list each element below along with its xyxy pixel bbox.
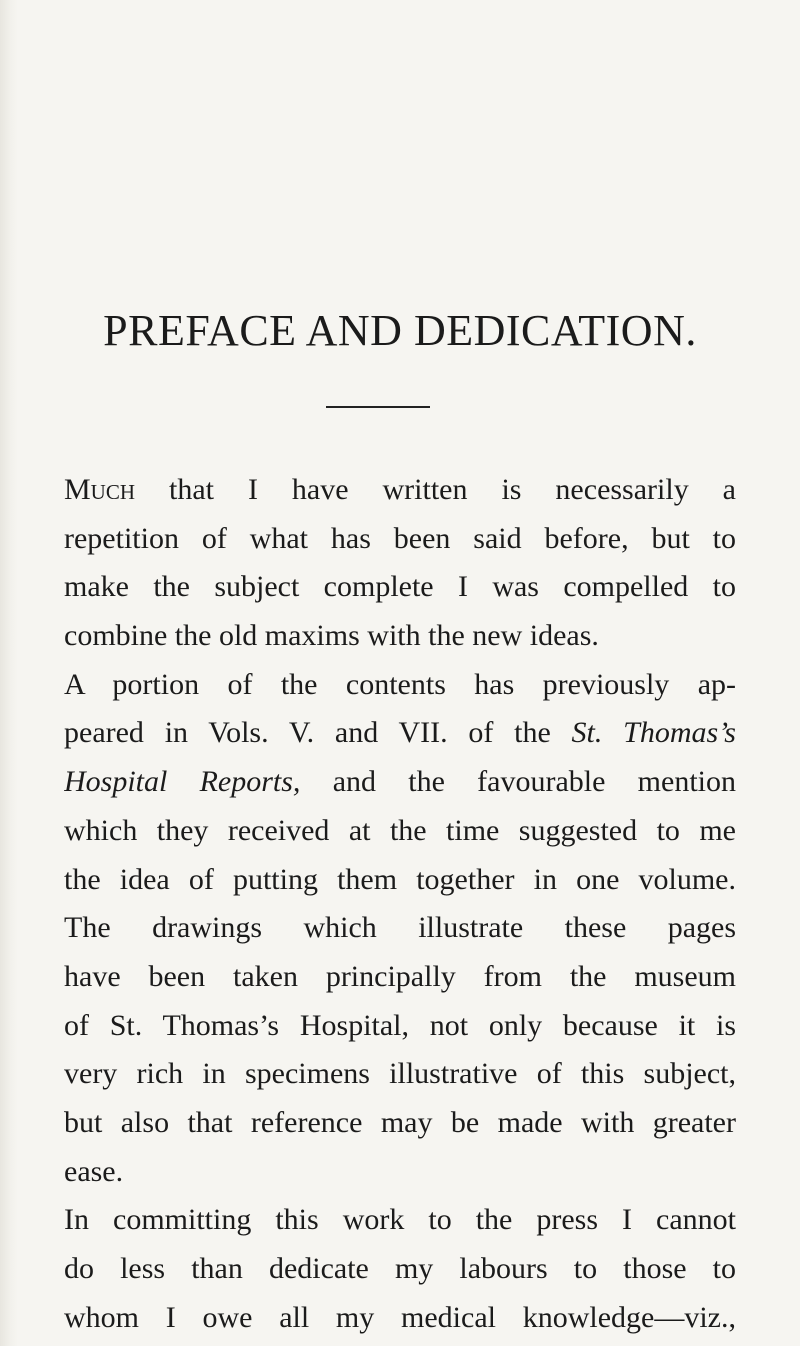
title-rule xyxy=(326,406,430,408)
text-line: The drawings which illustrate these pages xyxy=(64,911,736,945)
text-line: do less than dedicate my labours to those to xyxy=(64,1252,736,1285)
paragraph-1 xyxy=(64,466,736,904)
text-line: A portion of the contents has previously ap- xyxy=(64,667,736,701)
line-text: that I have written is necessarily a xyxy=(135,473,736,506)
text-line: whom I owe all my medical knowledge—viz., xyxy=(64,1300,736,1334)
paragraph-2 xyxy=(64,904,736,1196)
italic-title: Hospital Reports, xyxy=(64,765,301,799)
page-edge xyxy=(0,0,18,1346)
text-line: combine the old maxims with the new ideas. xyxy=(64,619,599,653)
text-line xyxy=(64,709,736,758)
line-text: peared in Vols. V. and VII. of the xyxy=(64,716,572,750)
line-text: and the favourable mention xyxy=(300,765,736,799)
italic-title: St. Thomas’s xyxy=(571,716,736,750)
drop-word: Much xyxy=(64,473,136,506)
text-line: In committing this work to the press I cannot xyxy=(64,1203,736,1237)
text-line: the idea of putting them together in one volume. xyxy=(64,862,736,896)
text-line: very rich in specimens illustrative of this subject, xyxy=(64,1057,736,1091)
page-title: PREFACE AND DEDICATION. xyxy=(103,306,697,355)
text-line: repetition of what has been said before, but to xyxy=(64,521,736,555)
text-line xyxy=(64,466,736,515)
text-line: have been taken principally from the museum xyxy=(64,959,736,993)
text-line: make the subject complete I was compelled to xyxy=(64,570,736,604)
paragraph-3 xyxy=(64,1196,736,1342)
text-line: of St. Thomas’s Hospital, not only because it is xyxy=(64,1008,736,1042)
text-line: but also that reference may be made with greater xyxy=(64,1105,736,1139)
text-line: ease. xyxy=(64,1154,124,1188)
text-line xyxy=(64,758,736,807)
text-line: which they received at the time suggested to me xyxy=(64,813,736,847)
preface-body xyxy=(64,466,736,1342)
